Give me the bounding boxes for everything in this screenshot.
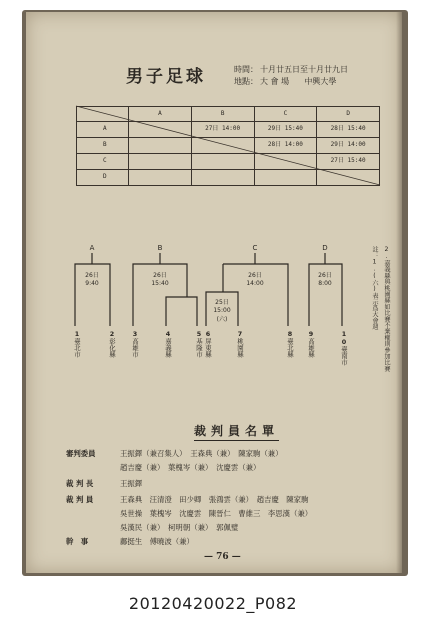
image-caption: 20120420022_P082 [128, 594, 298, 613]
table-cell: 29日 14:00 [317, 138, 380, 154]
match-c-inner-day: 25日 [215, 299, 229, 306]
match-a-time: 9:40 [85, 280, 99, 287]
team-name: 臺北縣 [286, 338, 294, 358]
team-name: 高雄縣 [307, 338, 315, 358]
row-header: B [77, 138, 129, 154]
referee-line [66, 508, 312, 519]
referee-names: 趙吉慶（兼） 葉槐岑（兼） 沈慶雲（兼） [120, 463, 261, 472]
table-cell: 27日 14:00 [191, 122, 254, 138]
place-value: 大 會 場 [260, 77, 290, 86]
table-cell: 28日 14:00 [254, 138, 317, 154]
row-header: D [77, 170, 129, 186]
referee-line [66, 462, 260, 473]
team-name: 彰化縣 [108, 338, 116, 358]
team-name: 臺南市 [340, 346, 348, 366]
match-c-time: 14:00 [246, 280, 264, 287]
place-label: 地點： [234, 77, 258, 86]
match-c-inner-time: 15:00 [213, 307, 231, 314]
referee-line [66, 448, 283, 459]
bracket-b-inner [166, 297, 197, 326]
referee-role: 裁 判 員 [66, 495, 94, 504]
team-number: 10 [340, 330, 348, 346]
bracket-lines [75, 253, 342, 326]
referee-role: 審判委員 [66, 449, 96, 458]
table-cell: 28日 15:40 [317, 122, 380, 138]
team-1 [70, 330, 80, 357]
team-10 [337, 330, 347, 365]
page-number: — 76 — [204, 552, 241, 562]
book-page [26, 12, 402, 573]
referee-line [66, 478, 142, 489]
bracket-note-2: 2.嘉義縣與桃園縣如比賽不棄權則參加比賽 [383, 246, 390, 372]
team-name: 高雄市 [131, 338, 139, 358]
referee-names: 吳世操 葉槐岑 沈慶雲 陳晉仁 曹維三 李思漢（兼） [120, 509, 313, 518]
match-d-time: 8:00 [318, 280, 332, 287]
team-number: 1 [73, 330, 81, 338]
referees-heading: 裁判員名單 [194, 422, 279, 441]
team-number: 8 [286, 330, 294, 338]
team-number: 3 [131, 330, 139, 338]
match-d-day: 26日 [318, 272, 332, 279]
referee-names: 王森典 汪清澄 田少卿 張鴻雲（兼） 趙吉慶 陳家駒 [120, 495, 309, 504]
referee-line [66, 536, 194, 547]
table-diagonal-line [76, 106, 380, 185]
time-label: 時間： [234, 65, 258, 74]
column-header: C [254, 107, 317, 122]
table-cell: 29日 15:40 [254, 122, 317, 138]
referee-role: 幹 事 [66, 537, 89, 546]
match-b-time: 15:40 [151, 280, 169, 287]
group-a-label: A [89, 244, 95, 252]
team-6 [201, 330, 211, 357]
referee-role: 裁 判 長 [66, 479, 94, 488]
match-c-day: 26日 [248, 272, 262, 279]
match-c-inner-mark: (六) [216, 316, 228, 323]
team-number: 4 [164, 330, 172, 338]
match-a-day: 26日 [85, 272, 99, 279]
team-name: 臺北市 [73, 338, 81, 358]
group-c-label: C [252, 244, 258, 252]
team-number: 9 [307, 330, 315, 338]
referee-names: 吳漢民（兼） 柯明朝（兼） 郭佩璧 [120, 523, 239, 532]
page-title: 男子足球 [126, 67, 206, 87]
team-name: 基隆市 [195, 338, 203, 358]
team-4 [161, 330, 171, 357]
column-header: D [317, 107, 380, 122]
team-name: 桃園縣 [236, 338, 244, 358]
referee-names: 鄺挺生 傅曉波（兼） [120, 537, 194, 546]
team-9 [304, 330, 314, 357]
team-2 [105, 330, 115, 357]
team-number: 5 [195, 330, 203, 338]
team-name: 嘉義縣 [164, 338, 172, 358]
referee-line [66, 522, 238, 533]
place-value-venue: 中興大學 [304, 77, 337, 86]
group-d-label: D [322, 244, 328, 252]
team-3 [128, 330, 138, 357]
group-b-label: B [157, 244, 163, 252]
time-value: 十月廿五日至十月廿九日 [260, 65, 348, 74]
referee-names: 王振鐸（兼召集人） 王森典（兼） 陳家駒（兼） [120, 449, 283, 458]
bracket-note-1: 註：1.(六)表示爲大會週 [371, 246, 378, 330]
team-name: 屏東縣 [204, 338, 212, 358]
referee-names: 王振鐸 [120, 479, 143, 488]
team-8 [283, 330, 293, 357]
column-header: B [191, 107, 254, 122]
team-number: 7 [236, 330, 244, 338]
referee-line [66, 494, 308, 505]
team-number: 2 [108, 330, 116, 338]
match-b-day: 26日 [153, 272, 167, 279]
row-header: A [77, 122, 129, 138]
column-header: A [129, 107, 192, 122]
team-number: 6 [204, 330, 212, 338]
table-cell: 27日 15:40 [317, 154, 380, 170]
row-header: C [77, 154, 129, 170]
team-7 [233, 330, 243, 357]
